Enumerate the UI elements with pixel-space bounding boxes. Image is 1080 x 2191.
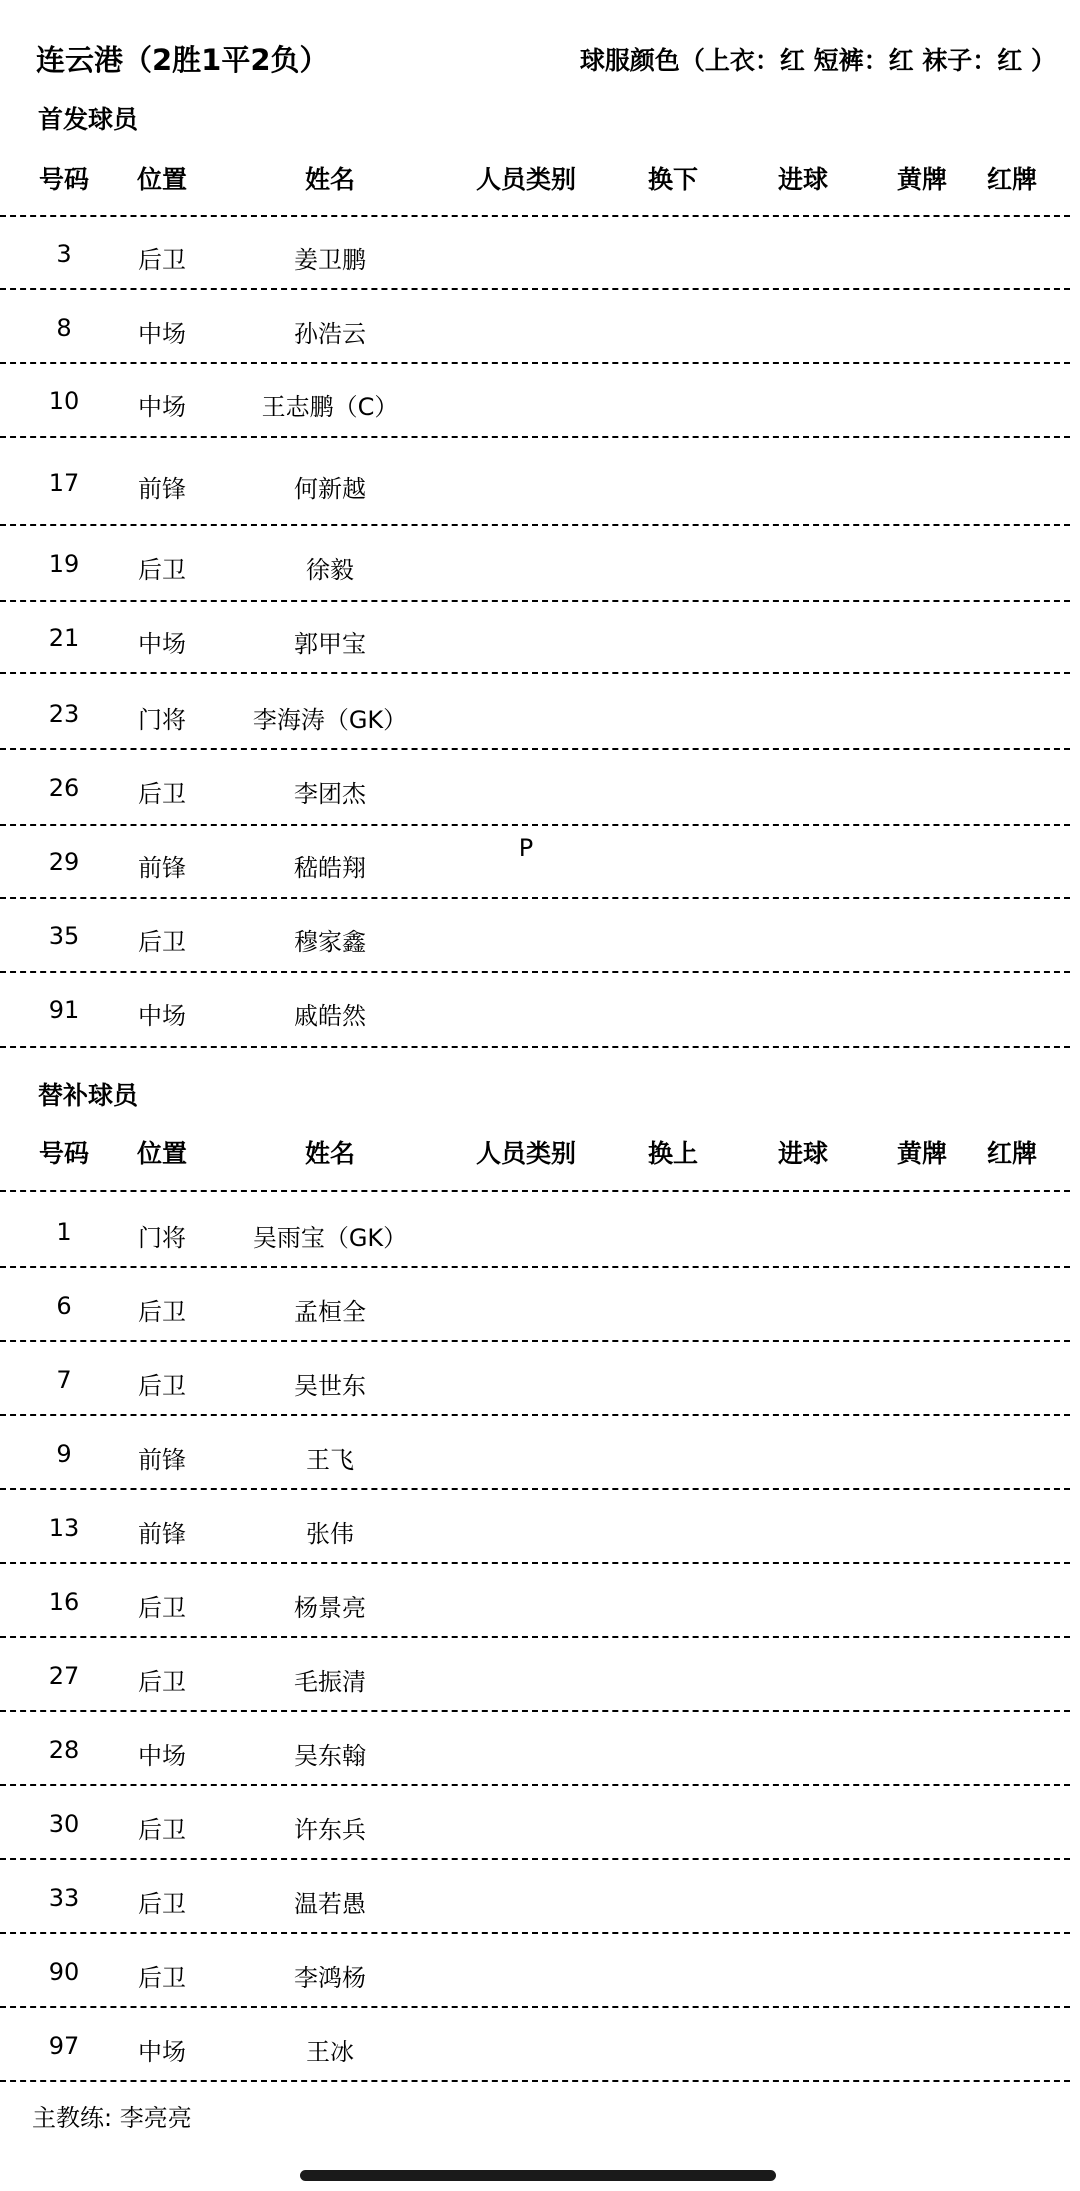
player-number: 91	[48, 996, 80, 1024]
table-row	[0, 1958, 1080, 1998]
table-row	[0, 922, 1080, 962]
player-position: 中场	[138, 1002, 186, 1030]
player-number: 1	[56, 1218, 72, 1246]
player-name: 孟桓全	[294, 1298, 366, 1326]
divider	[0, 436, 1070, 438]
player-position: 中场	[138, 1742, 186, 1770]
player-position: 门将	[138, 1224, 186, 1252]
divider	[0, 2080, 1070, 2082]
player-name: 何新越	[294, 475, 366, 503]
player-position: 后卫	[138, 1594, 186, 1622]
column-name: 姓名	[304, 165, 356, 194]
player-name: 王志鹏（C）	[261, 393, 399, 421]
divider	[0, 1414, 1070, 1416]
divider	[0, 1266, 1070, 1268]
player-number: 19	[48, 550, 80, 578]
player-position: 中场	[138, 630, 186, 658]
divider	[0, 971, 1070, 973]
player-position: 中场	[138, 320, 186, 348]
player-name: 张伟	[306, 1520, 354, 1548]
player-position: 门将	[138, 706, 186, 734]
team-header	[36, 38, 1056, 82]
player-name: 郭甲宝	[294, 630, 366, 658]
player-position: 前锋	[138, 475, 186, 503]
subs-title: 替补球员	[38, 1081, 139, 1110]
divider	[0, 524, 1070, 526]
divider	[0, 897, 1070, 899]
divider	[0, 1932, 1070, 1934]
divider	[0, 1046, 1070, 1048]
column-type: 人员类别	[475, 1139, 577, 1168]
table-row	[0, 314, 1080, 354]
divider	[0, 362, 1070, 364]
table-row	[0, 834, 1080, 888]
player-name: 穆家鑫	[294, 928, 366, 956]
table-row	[0, 2032, 1080, 2072]
kit-colors: 球服颜色（上衣：红 短裤：红 袜子：红 ）	[579, 46, 1056, 75]
column-yellow-card: 黄牌	[896, 165, 948, 194]
divider	[0, 1340, 1070, 1342]
starters-title: 首发球员	[38, 105, 139, 134]
player-name: 吴东翰	[294, 1742, 366, 1770]
player-name: 吴世东	[294, 1372, 366, 1400]
table-row	[0, 1662, 1080, 1702]
player-number: 27	[48, 1662, 80, 1690]
player-name: 吴雨宝（GK）	[252, 1224, 408, 1252]
column-number: 号码	[38, 1139, 90, 1168]
divider	[0, 748, 1070, 750]
column-subbed-on: 换上	[647, 1139, 699, 1168]
table-row	[0, 1218, 1080, 1258]
divider	[0, 1784, 1070, 1786]
player-position: 后卫	[138, 1890, 186, 1918]
player-number: 13	[48, 1514, 80, 1542]
divider	[0, 2006, 1070, 2008]
player-position: 前锋	[138, 1520, 186, 1548]
player-position: 中场	[138, 2038, 186, 2066]
divider	[0, 672, 1070, 674]
table-row	[0, 1736, 1080, 1776]
player-number: 28	[48, 1736, 80, 1764]
player-number: 23	[48, 700, 80, 728]
divider	[0, 824, 1070, 826]
column-red-card: 红牌	[986, 1139, 1038, 1168]
player-number: 10	[48, 387, 80, 415]
player-position: 后卫	[138, 1964, 186, 1992]
divider	[0, 1190, 1070, 1192]
player-name: 戚皓然	[294, 1002, 366, 1030]
table-row	[0, 1440, 1080, 1480]
divider	[0, 288, 1070, 290]
table-row	[0, 1366, 1080, 1406]
table-row	[0, 469, 1080, 509]
player-name: 孙浩云	[294, 320, 366, 348]
table-row	[0, 1292, 1080, 1332]
column-yellow-card: 黄牌	[896, 1139, 948, 1168]
player-number: 9	[56, 1440, 72, 1468]
column-position: 位置	[136, 1139, 188, 1168]
table-row	[0, 240, 1080, 280]
player-position: 后卫	[138, 1372, 186, 1400]
player-position: 后卫	[138, 780, 186, 808]
team-title: 连云港（2胜1平2负）	[36, 43, 329, 77]
player-name: 毛振清	[294, 1668, 366, 1696]
player-number: 21	[48, 624, 80, 652]
table-row	[0, 1514, 1080, 1554]
player-number: 16	[48, 1588, 80, 1616]
player-number: 6	[56, 1292, 72, 1320]
column-goals: 进球	[777, 165, 829, 194]
player-name: 杨景亮	[294, 1594, 366, 1622]
player-number: 3	[56, 240, 72, 268]
divider	[0, 600, 1070, 602]
player-position: 后卫	[138, 1298, 186, 1326]
player-position: 后卫	[138, 556, 186, 584]
player-number: 26	[48, 774, 80, 802]
table-row	[0, 774, 1080, 814]
divider	[0, 1562, 1070, 1564]
column-type: 人员类别	[475, 165, 577, 194]
divider	[0, 1488, 1070, 1490]
player-name: 王飞	[306, 1446, 354, 1474]
table-row	[0, 700, 1080, 740]
starters-column-header	[0, 160, 1080, 200]
home-indicator[interactable]	[300, 2170, 776, 2181]
player-number: 8	[56, 314, 72, 342]
player-position: 中场	[138, 393, 186, 421]
table-row	[0, 1810, 1080, 1850]
divider	[0, 215, 1070, 217]
column-position: 位置	[136, 165, 188, 194]
player-name: 王冰	[306, 2038, 354, 2066]
table-row	[0, 1884, 1080, 1924]
player-type: P	[518, 834, 534, 862]
table-row	[0, 996, 1080, 1036]
player-name: 嵇皓翔	[294, 854, 366, 882]
player-position: 后卫	[138, 928, 186, 956]
table-row	[0, 387, 1080, 427]
player-position: 后卫	[138, 246, 186, 274]
column-name: 姓名	[304, 1139, 356, 1168]
head-coach: 主教练: 李亮亮	[32, 2104, 192, 2132]
player-number: 17	[48, 469, 80, 497]
player-name: 姜卫鹏	[294, 246, 366, 274]
player-name: 徐毅	[306, 556, 354, 584]
player-name: 李团杰	[294, 780, 366, 808]
player-number: 30	[48, 1810, 80, 1838]
player-position: 后卫	[138, 1668, 186, 1696]
player-name: 温若愚	[294, 1890, 366, 1918]
player-number: 35	[48, 922, 80, 950]
player-number: 90	[48, 1958, 80, 1986]
player-name: 李鸿杨	[294, 1964, 366, 1992]
column-subbed-off: 换下	[647, 165, 699, 194]
player-number: 29	[48, 848, 80, 876]
player-name: 许东兵	[294, 1816, 366, 1844]
subs-column-header	[0, 1134, 1080, 1174]
player-name: 李海涛（GK）	[252, 706, 408, 734]
player-number: 7	[56, 1366, 72, 1394]
player-position: 前锋	[138, 854, 186, 882]
divider	[0, 1636, 1070, 1638]
divider	[0, 1858, 1070, 1860]
divider	[0, 1710, 1070, 1712]
player-number: 97	[48, 2032, 80, 2060]
table-row	[0, 550, 1080, 590]
player-position: 前锋	[138, 1446, 186, 1474]
player-position: 后卫	[138, 1816, 186, 1844]
player-number: 33	[48, 1884, 80, 1912]
column-goals: 进球	[777, 1139, 829, 1168]
column-number: 号码	[38, 165, 90, 194]
column-red-card: 红牌	[986, 165, 1038, 194]
table-row	[0, 624, 1080, 664]
table-row	[0, 1588, 1080, 1628]
